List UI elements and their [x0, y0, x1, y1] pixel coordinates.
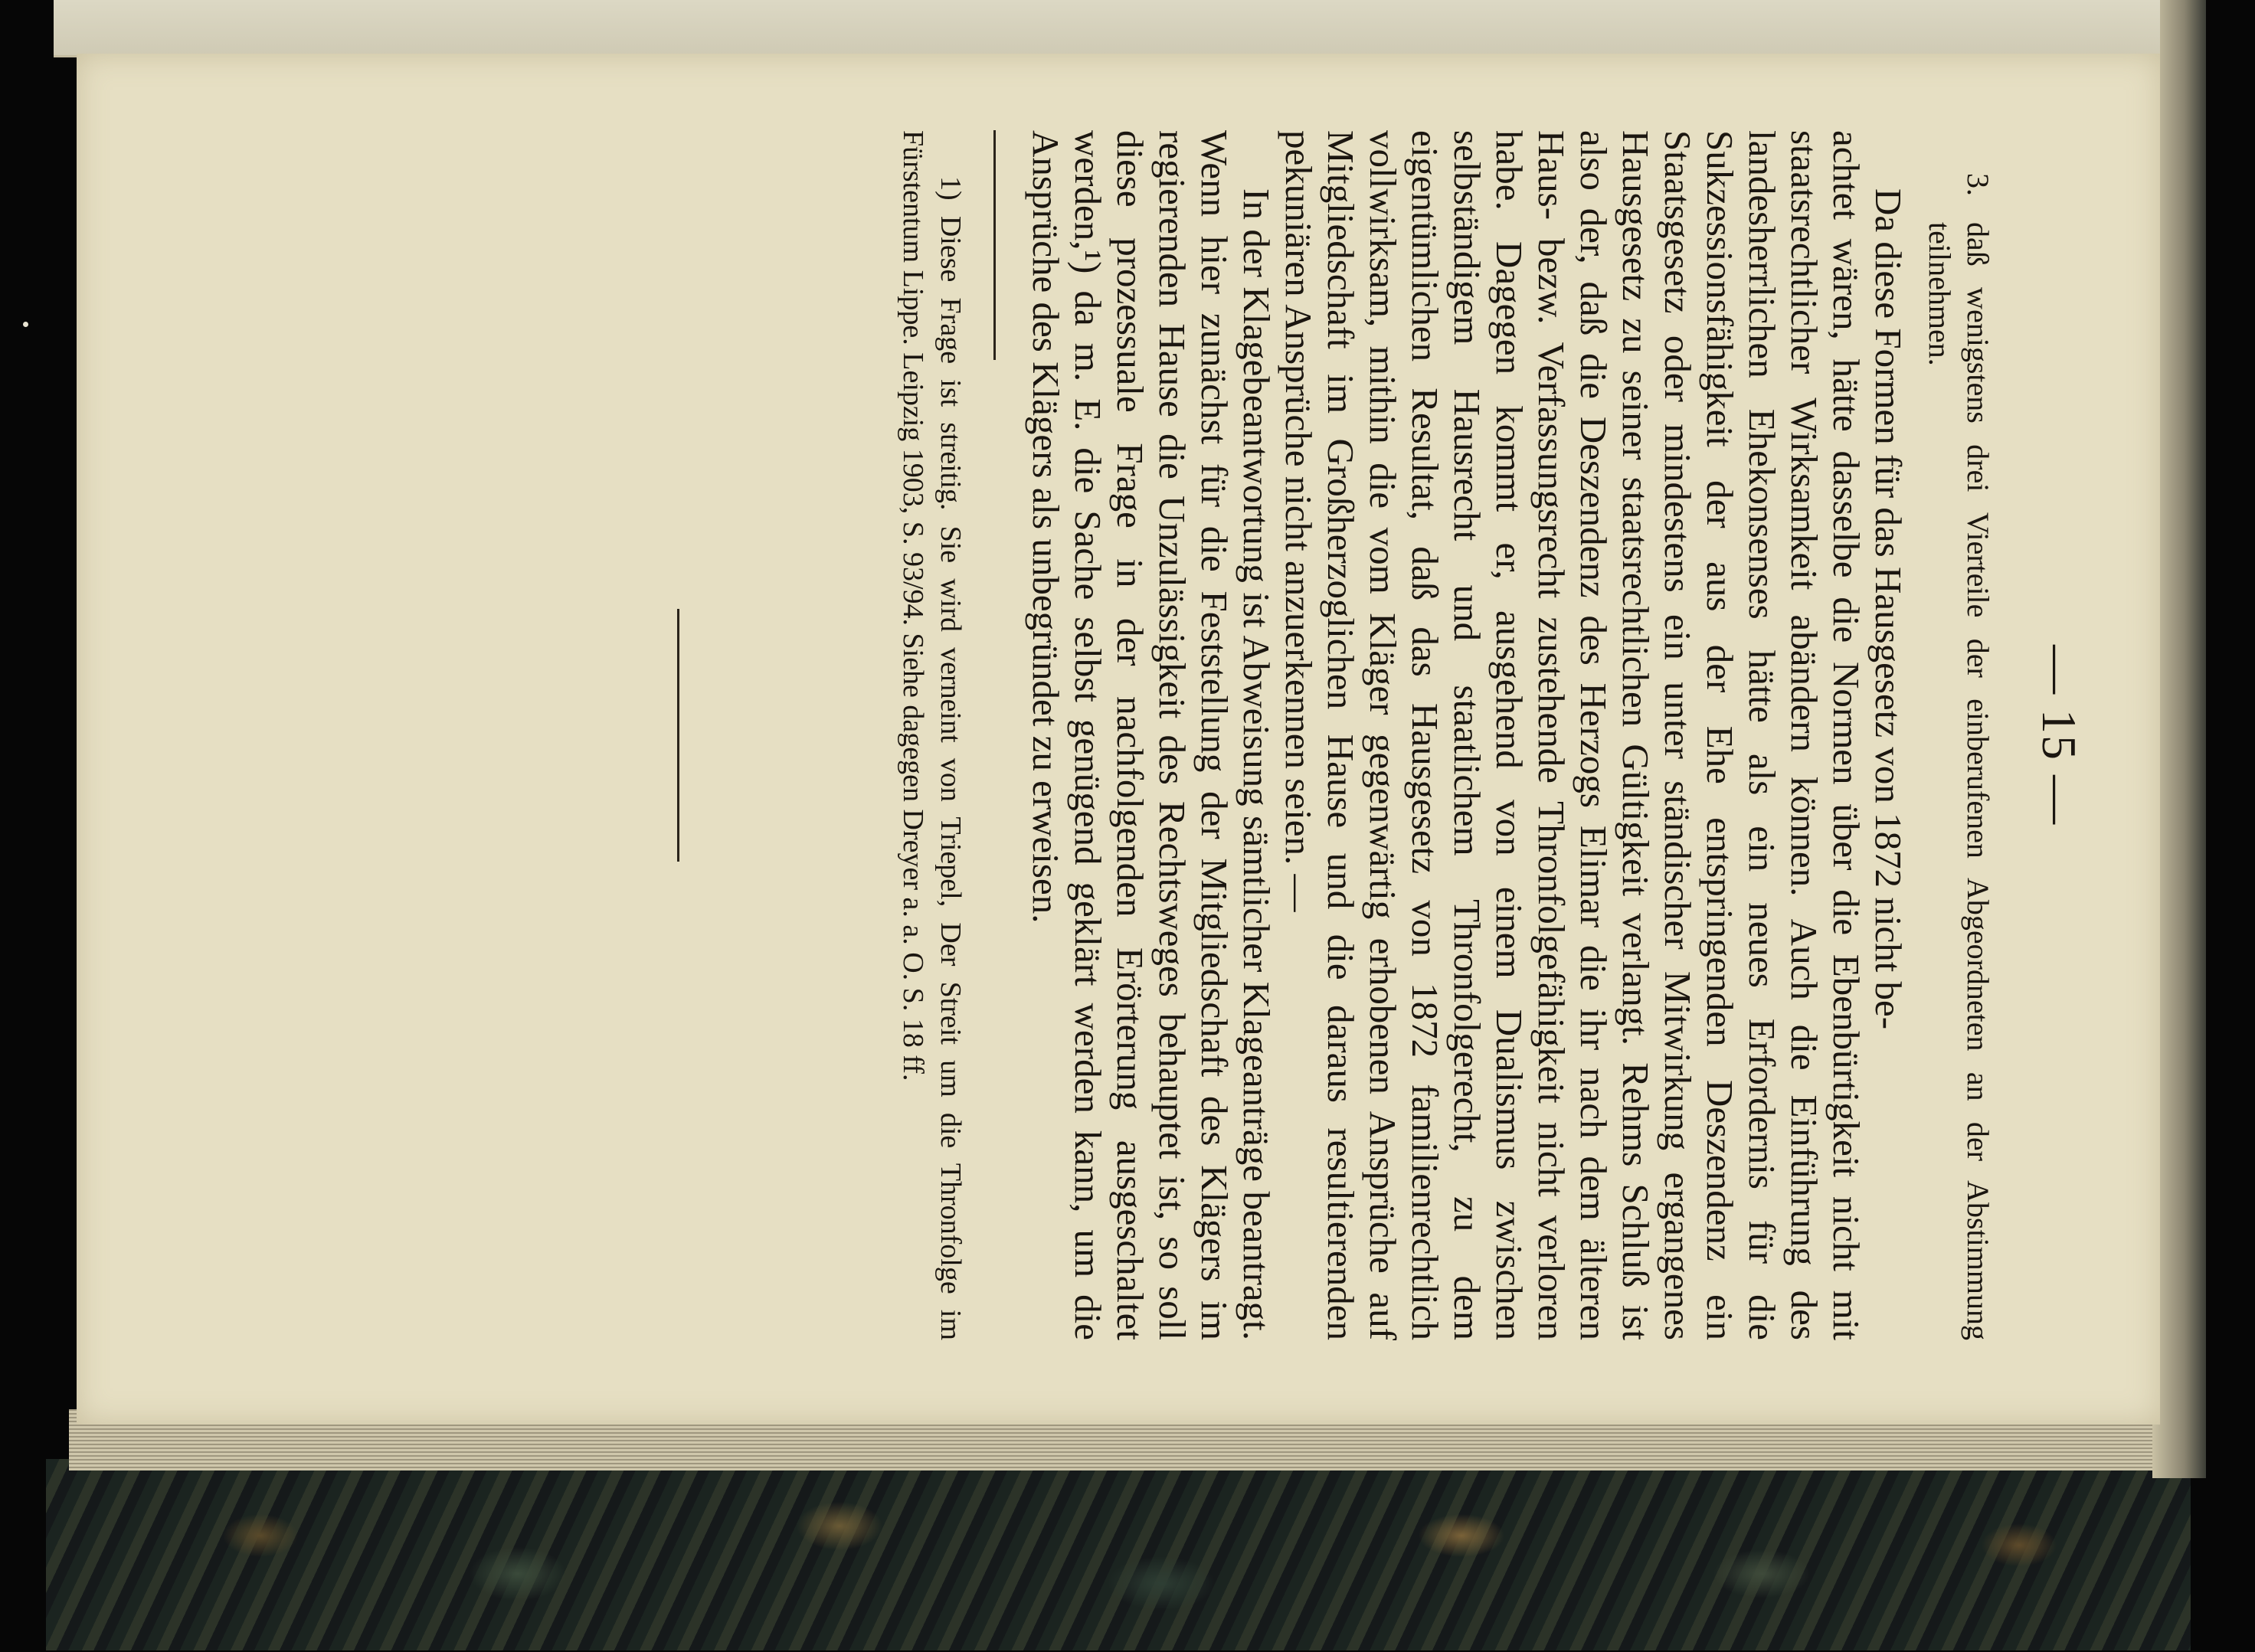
footnote-separator	[993, 130, 996, 360]
footnote: 1) Diese Frage ist streitig. Sie wird verneint von Triepel, Der Streit um die Thronfolge im Fürstentum Lippe. Leipzig 1903, S. 93/94. Siehe dagegen Dreyer a. a. O. S. 18 ff.	[897, 130, 967, 1340]
end-rule	[677, 609, 679, 862]
previous-page-strip	[54, 0, 2160, 57]
page-number: — 15 —	[2032, 645, 2086, 826]
marbled-book-cover	[46, 1459, 2191, 1650]
list-item-text: daß wenigstens drei Vierteile der einberufenen Abgeordneten an der Abstimmung teilnehmen.	[1923, 222, 1995, 1340]
list-item-number: 3.	[1961, 173, 1995, 196]
book-right-edge	[2152, 0, 2206, 1478]
dust-speck	[23, 322, 28, 327]
paragraph-1: achtet wären, hätte dasselbe die Normen über die Ebenbürtigkeit nicht mit staatsrechtlicher Wirksamkeit abändern können. Auch die Einführung des landesherrlichen Ehekonsenses hätte als ein neues Erfordernis für die Sukzessionsfähigkeit der aus der Ehe entspringenden Deszendenz ein Staatsgesetz oder mindestens ein unter ständischer Mitwirkung ergangenes Hausgesetz zu seiner staatsrechtlichen Gültigkeit verlangt. Rehms Schluß ist also der, daß die Deszendenz des Herzogs Elimar die ihr nach dem älteren Haus- bezw. Verfassungsrecht zustehende Thronfolgefähigkeit nicht verloren habe. Dagegen kommt er, ausgehend von einem Dualismus zwischen selbständigem Hausrecht und staatlichem Thronfolgerecht, zu dem eigentümlichen Resultat, daß das Hausgesetz von 1872 familienrechtlich vollwirksam, mithin die vom Kläger gegenwärtig erhobenen Ansprüche auf Mitgliedschaft im Großherzoglichen Hause und die daraus resultierenden pekuniären Ansprüche nicht anzuerkennen seien. —	[1278, 130, 1867, 1340]
book-page	[77, 54, 2160, 1425]
paragraph-2: In der Klagebeantwortung ist Abweisung sämtlicher Klageanträge beantragt. Wenn hier zunächst für die Feststellung der Mitgliedschaft des Klägers im regierenden Hause die Unzulässigkeit des Rechtsweges behauptet ist, so soll diese prozessuale Frage in der nachfolgenden Erörterung ausgeschaltet werden,¹) da m. E. die Sache selbst genügend geklärt werden kann, um die Ansprüche des Klägers als unbegründet zu erweisen.	[1025, 130, 1278, 1340]
list-item-3	[1920, 130, 1997, 1340]
body-text	[1025, 130, 1910, 1340]
paragraph-lead: Da diese Formen für das Hausgesetz von 1872 nicht be-	[1867, 188, 1910, 1030]
rotated-text-block	[394, 130, 2087, 1340]
